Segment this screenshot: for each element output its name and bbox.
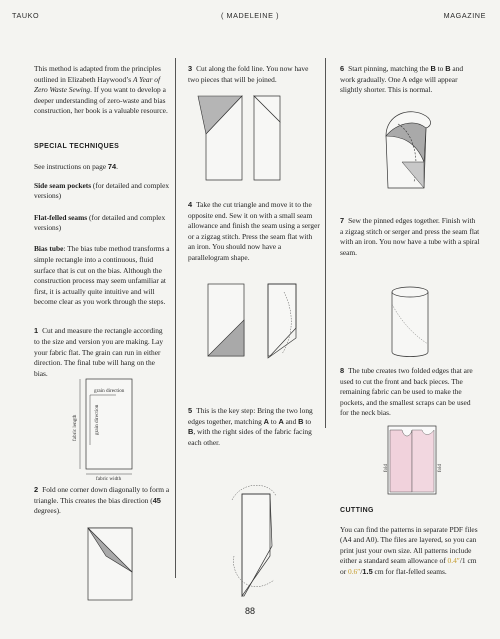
step-6: 6 Start pinning, matching the B to B and work gradually. One A edge will appear slightly shorter. This is normal. (340, 64, 464, 95)
step-2-block (34, 485, 170, 527)
column-1 (34, 64, 170, 390)
intro-paragraph: This method is adapted from the principles outlined in Elizabeth Haywood’s A Year of Zero Waste Sewing. If you want to develop a deeper understanding of zero-waste and bias construction, her book is a valuable resource. (34, 64, 168, 116)
see-instructions: See instructions on page 74. (34, 162, 118, 172)
figure-matching-edges (220, 476, 296, 600)
figure-fold-corner (86, 526, 136, 604)
column-divider-right (325, 58, 326, 428)
step-2: 2 Fold one corner down diagonally to form a triangle. This creates the bias direction (45 degrees). (34, 485, 170, 516)
special-techniques-heading: SPECIAL TECHNIQUES (34, 142, 120, 150)
step-4: 4 Take the cut triangle and move it to the opposite end. Sew it on with a small seam allowance and finish the seam using a serger or a zigzag stitch. Press the seam flat with an iron. You should now have a parallelogram shape. (188, 200, 320, 262)
figure-pinning (366, 102, 450, 196)
grain-direction-label: grain direction (94, 388, 125, 394)
back-piece (412, 430, 434, 492)
column-3 (340, 64, 480, 106)
tube-opening (392, 287, 428, 297)
cutting-text: You can find the patterns in separate PDF files (A4 and A0). The files are layered, so you can print just your own size. All patterns include either a standard seam allowance of 0.4″/1 cm or 0.6″/1.5 cm for flat-felled seams. (340, 524, 478, 576)
magazine-brand: TAUKO (12, 11, 40, 20)
issue-title: ( MADELEINE ) (220, 11, 280, 20)
step-7: 7 Sew the pinned edges together. Finish with a zigzag stitch or serger and press the seam flat with an iron. You now have a tube with a spiral seam. (340, 216, 480, 257)
cutting-block (340, 506, 480, 588)
side-seam-pockets: Side seam pockets (for detailed and complex versions) (34, 180, 170, 201)
figure-cut-pieces (196, 94, 286, 186)
magazine-label: MAGAZINE (443, 11, 486, 20)
step-8: 8 The tube creates two folded edges that are used to cut the front and back pieces. The remaining fabric can be used to make the pockets, and the smallest scraps can be used for the neck bias. (340, 366, 473, 418)
fold-label-right: fold (438, 463, 443, 472)
figure-rectangle (60, 375, 136, 481)
figure-tube (388, 284, 432, 360)
figure-pattern-layout (382, 424, 442, 496)
column-2 (188, 64, 320, 96)
fold-label-left: fold (384, 463, 389, 472)
fabric-width-label: fabric width (96, 476, 122, 482)
step-7-block (340, 216, 480, 269)
column-divider-left (175, 58, 176, 578)
step-3: 3 Cut along the fold line. You now have two pieces that will be joined. (188, 64, 309, 84)
fabric-length-label: fabric length (72, 414, 78, 441)
grain-direction-label-vertical: grain direction (94, 404, 100, 435)
front-piece (390, 430, 412, 492)
step-1: 1 Cut and measure the rectangle according to the size and version you are making. Lay your fabric flat. The grain can run in either direction. The final tube will hang on the bias. (34, 326, 164, 378)
step-5: 5 This is the key step: Bring the two long edges together, matching A to A and B to B, with the right sides of the fabric facing each other. (188, 406, 313, 447)
step-4-block (188, 200, 320, 274)
page-number: 88 (244, 606, 255, 616)
cutting-heading: CUTTING (340, 507, 374, 514)
flat-felled-seams: Flat-felled seams (for detailed and complex versions) (34, 212, 166, 233)
step-5-block (188, 406, 320, 459)
figure-parallelogram (198, 278, 308, 364)
step-8-block (340, 366, 480, 430)
bias-tube-description: Bias tube: The bias tube method transforms a simple rectangle into a continuous, fluid surface that is cut on the bias. Although the construction process may seem unfamiliar at first, it is actually quite intuitive and will become clear as you work through the steps. (34, 244, 170, 307)
